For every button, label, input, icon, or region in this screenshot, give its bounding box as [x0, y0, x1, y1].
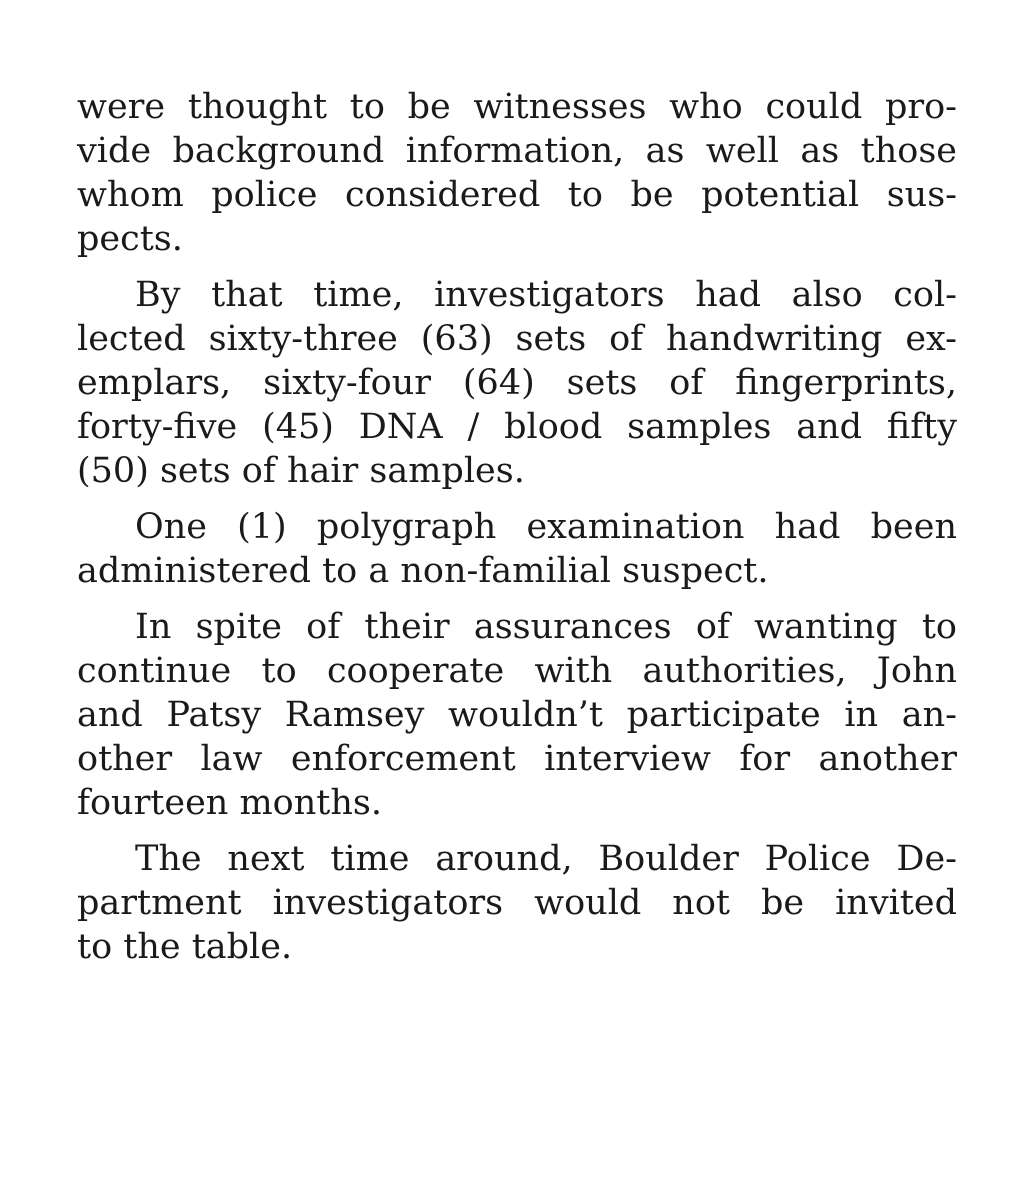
text-line: continue to cooperate with authorities, John	[77, 651, 957, 691]
paragraph-3	[77, 505, 957, 593]
text-line: administered to a non-familial suspect.	[77, 551, 769, 591]
text-line: and Patsy Ramsey wouldn’t participate in an-	[77, 695, 957, 735]
paragraph-5	[77, 837, 957, 969]
paragraph-4	[77, 605, 957, 825]
paragraph-2	[77, 273, 957, 493]
text-line: forty-five (45) DNA / blood samples and fifty	[77, 407, 957, 447]
text-line: emplars, sixty-four (64) sets of fingerprints,	[77, 363, 957, 403]
text-line: to the table.	[77, 927, 293, 967]
text-line: vide background information, as well as those	[77, 131, 957, 171]
text-line: fourteen months.	[77, 783, 382, 823]
text-line: other law enforcement interview for another	[77, 739, 957, 779]
text-line: whom police considered to be potential sus-	[77, 175, 957, 215]
paragraph-1	[77, 85, 957, 261]
text-line: By that time, investigators had also col-	[135, 275, 957, 315]
text-line: lected sixty-three (63) sets of handwriting ex-	[77, 319, 957, 359]
document-page	[77, 85, 957, 969]
text-line: pects.	[77, 219, 183, 259]
text-line: The next time around, Boulder Police De-	[135, 839, 957, 879]
text-line: In spite of their assurances of wanting to	[135, 607, 957, 647]
text-line: (50) sets of hair samples.	[77, 451, 525, 491]
text-line: One (1) polygraph examination had been	[135, 507, 957, 547]
text-line: were thought to be witnesses who could pro-	[77, 87, 957, 127]
text-line: partment investigators would not be invited	[77, 883, 957, 923]
